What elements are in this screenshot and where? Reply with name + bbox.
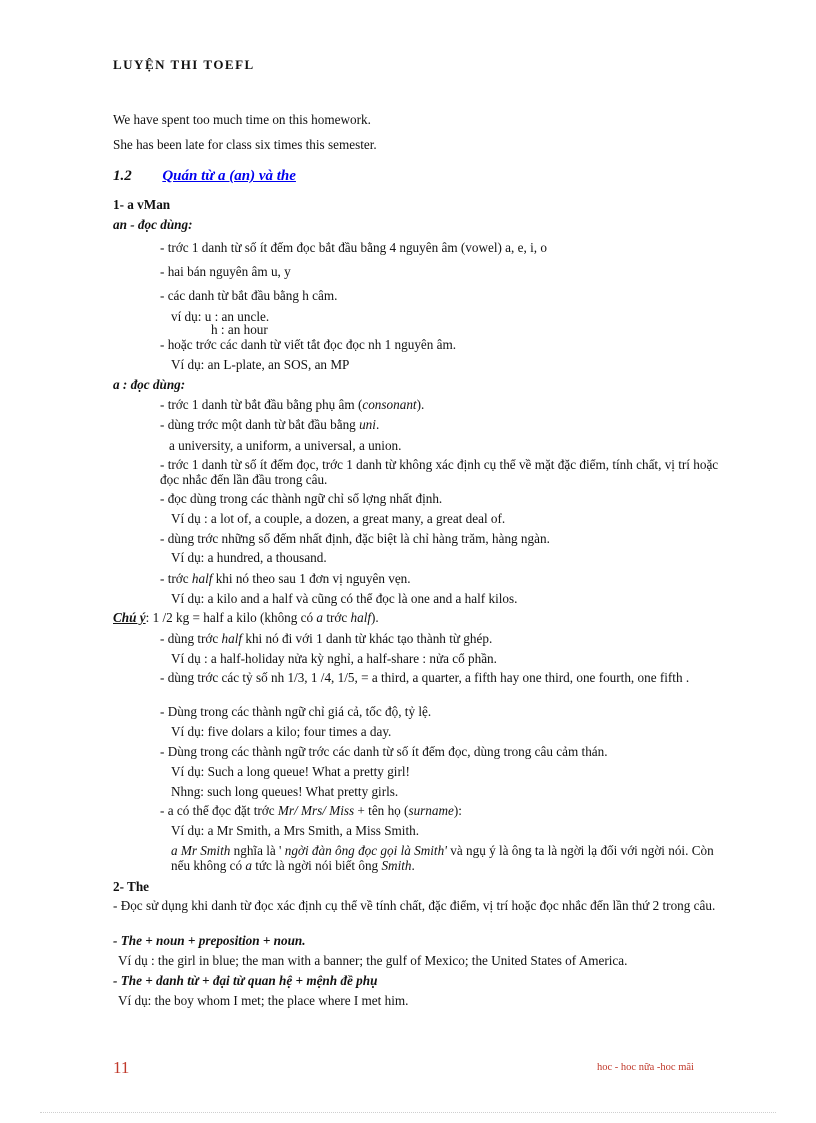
list-item: - trớc 1 danh từ số ít đếm đọc, trớc 1 danh từ không xác định cụ thể về mặt đặc điểm, tính chất, vị trí hoặc đọc nhắc đến lần đầu trong câu. <box>160 457 719 488</box>
intro-sentence: We have spent too much time on this homework. <box>113 112 371 127</box>
example: Ví dụ: a kilo and a half và cũng có thể đọc là one and a half kilos. <box>171 591 518 606</box>
list-item: - hai bán nguyên âm u, y <box>160 264 291 279</box>
example: h : an hour <box>211 322 268 337</box>
list-item: - hoặc trớc các danh từ viết tắt đọc đọc nh 1 nguyên âm. <box>160 337 457 352</box>
note-line: Chú ý: 1 /2 kg = half a kilo (không có a trớc half). <box>113 610 379 625</box>
list-item: - trớc 1 danh từ số ít đếm đọc bắt đầu bằng 4 nguyên âm (vowel) a, e, i, o <box>160 240 547 255</box>
example: Ví dụ : the girl in blue; the man with a banner; the gulf of Mexico; the United States of America. <box>118 953 628 968</box>
example: Ví dụ : a lot of, a couple, a dozen, a great many, a great deal of. <box>171 511 506 526</box>
example: Ví dụ: Such a long queue! What a pretty girl! <box>171 764 410 779</box>
page-divider <box>40 1112 776 1113</box>
part1-heading: 1- a vMan <box>113 197 171 212</box>
rule-heading: - The + noun + preposition + noun. <box>113 933 306 948</box>
example: Ví dụ: five dolars a kilo; four times a day. <box>171 724 392 739</box>
list-item: - dùng trớc half khi nó đi với 1 danh từ khác tạo thành từ ghép. <box>160 631 493 646</box>
example: Ví dụ: an L-plate, an SOS, an MP <box>171 357 350 372</box>
rule-heading: - The + danh từ + đại từ quan hệ + mệnh đề phụ <box>113 973 378 988</box>
section-heading <box>113 168 296 185</box>
example: Ví dụ : a half-holiday nửa kỳ nghỉ, a half-share : nửa cổ phần. <box>171 651 497 666</box>
example: Ví dụ: a Mr Smith, a Mrs Smith, a Miss Smith. <box>171 823 420 838</box>
part2-heading: 2- The <box>113 879 150 894</box>
page-number: 11 <box>113 1058 130 1077</box>
a-usage-heading: a : đọc dùng: <box>113 377 186 392</box>
list-item: - trớc half khi nó theo sau 1 đơn vị nguyên vẹn. <box>160 571 411 586</box>
an-usage-heading: an - đọc dùng: <box>113 217 193 232</box>
example: Ví dụ: a hundred, a thousand. <box>171 550 327 565</box>
section-title-link[interactable]: Quán từ a (an) và the <box>162 168 296 184</box>
example: ví dụ: u : an uncle. <box>171 309 270 324</box>
note-label: Chú ý <box>113 610 146 625</box>
running-header: LUYỆN THI TOEFL <box>113 57 255 72</box>
list-item: - dùng trớc một danh từ bắt đầu bằng uni. <box>160 417 380 432</box>
list-item: - trớc 1 danh từ bắt đầu bằng phụ âm (consonant). <box>160 397 425 412</box>
list-item: - Dùng trong các thành ngữ chỉ giá cả, tốc độ, tỷ lệ. <box>160 704 432 719</box>
list-item: - đọc dùng trong các thành ngữ chỉ số lợng nhất định. <box>160 491 443 506</box>
intro-sentence: She has been late for class six times this semester. <box>113 137 377 152</box>
example: Ví dụ: the boy whom I met; the place where I met him. <box>118 993 409 1008</box>
example: Nhng: such long queues! What pretty girls. <box>171 784 399 799</box>
list-item: - dùng trớc các tỷ số nh 1/3, 1 /4, 1/5, = a third, a quarter, a fifth hay one third, one fourth, one fifth . <box>160 670 690 685</box>
section-number: 1.2 <box>113 168 132 184</box>
example: a Mr Smith nghĩa là ' ngời đàn ông đọc gọi là Smith' và ngụ ý là ông ta là ngời lạ đối với ngời nói. Còn nếu không có a tức là ngời nói biết ông Smith. <box>171 843 714 874</box>
example: a university, a uniform, a universal, a union. <box>169 438 402 453</box>
list-item: - các danh từ bắt đầu bằng h câm. <box>160 288 338 303</box>
list-item: - Dùng trong các thành ngữ trớc các danh từ số ít đếm đọc, dùng trong câu cảm thán. <box>160 744 608 759</box>
list-item: - a có thể đọc đặt trớc Mr/ Mrs/ Miss + tên họ (surname): <box>160 803 462 818</box>
list-item: - dùng trớc những số đếm nhất định, đặc biệt là chỉ hàng trăm, hàng ngàn. <box>160 531 550 546</box>
footer-note: hoc - hoc nữa -hoc mãi <box>597 1062 694 1073</box>
paragraph: - Đọc sử dụng khi danh từ đọc xác định cụ thể về tính chất, đặc điểm, vị trí hoặc đọc nhắc đến lần thứ 2 trong câu. <box>113 898 716 913</box>
